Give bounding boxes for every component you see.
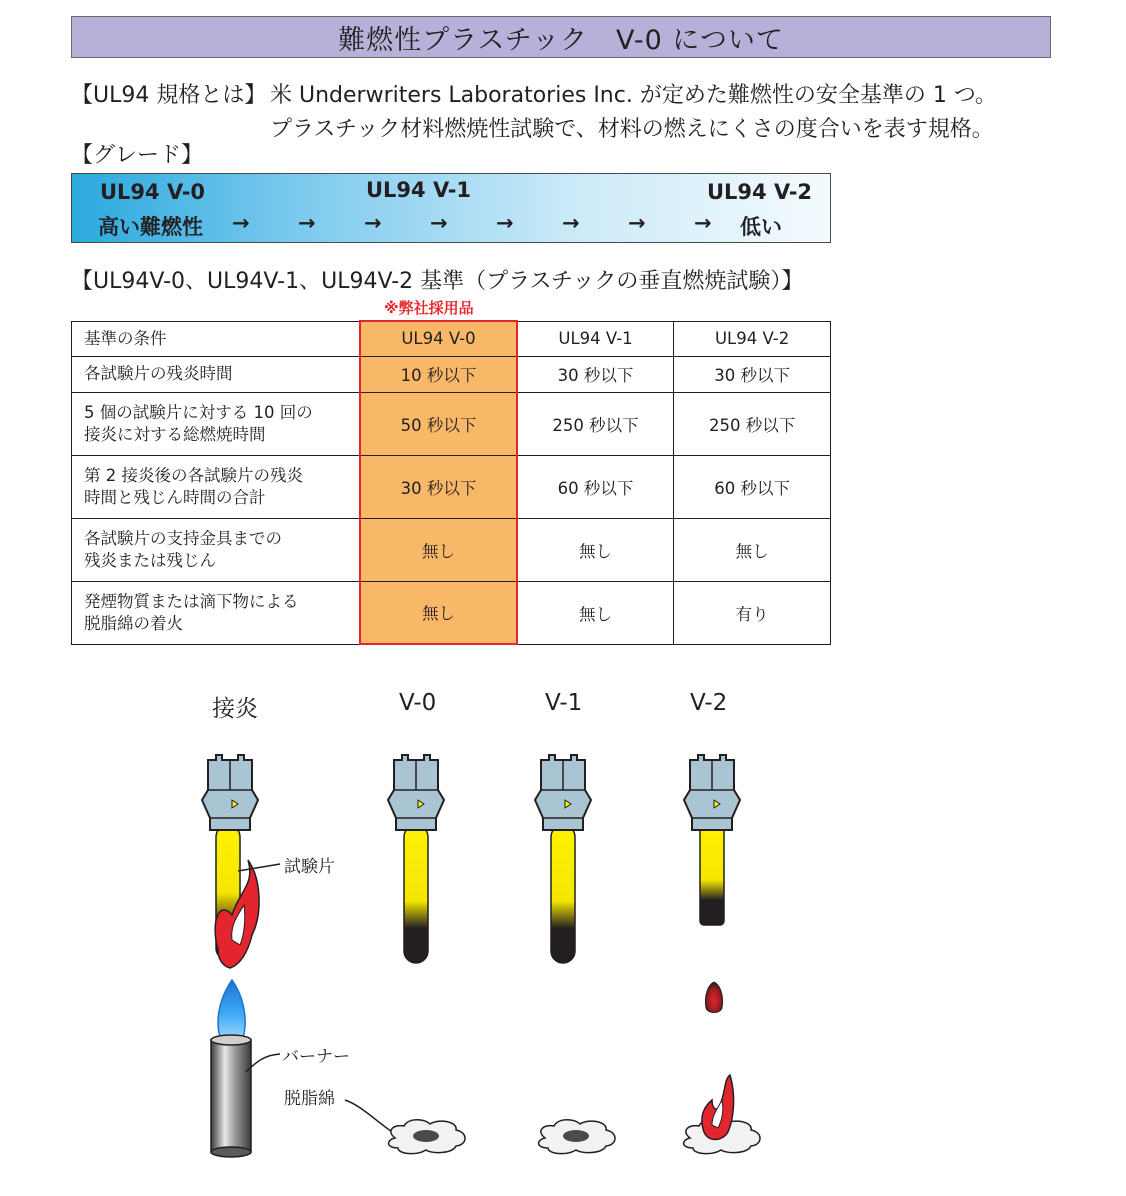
condition-text: 発煙物質または滴下物による: [84, 591, 299, 611]
arrow-icon: →: [298, 211, 316, 235]
specimen-icon: [551, 825, 575, 963]
arrow-icon: →: [232, 211, 250, 235]
specimen-icon: [700, 825, 724, 925]
diagram-label-v0: V-0: [399, 690, 437, 716]
arrow-icon: →: [694, 211, 712, 235]
table-header-cell: UL94 V-1: [517, 321, 674, 356]
v1-value-cell: 無し: [517, 581, 674, 644]
v1-value-cell: 無し: [517, 518, 674, 581]
callout-specimen: 試験片: [284, 857, 335, 877]
clamp-icon: [535, 755, 591, 830]
diagram-label-v1: V-1: [545, 690, 583, 716]
definition-line-2: プラスチック材料燃焼性試験で、材料の燃えにくさの度合いを表す規格。: [270, 117, 994, 142]
table-header-cell: 基準の条件: [72, 321, 361, 356]
v0-assembly: [388, 755, 465, 1154]
grade-v1-label: UL94 V-1: [366, 178, 472, 202]
arrow-icon: →: [562, 211, 580, 235]
condition-text: 5 個の試験片に対する 10 回の: [84, 402, 313, 422]
condition-text: 脱脂綿の着火: [84, 613, 183, 633]
v2-assembly: [684, 755, 760, 1154]
v0-value-cell: 50 秒以下: [360, 392, 517, 455]
condition-text: 接炎に対する総燃焼時間: [84, 424, 266, 444]
v2-value-cell: 250 秒以下: [674, 392, 831, 455]
arrow-icon: →: [496, 211, 514, 235]
company-adopted-note: ※弊社採用品: [384, 299, 474, 317]
v0-value-cell: 無し: [360, 518, 517, 581]
v1-value-cell: 30 秒以下: [517, 356, 674, 392]
grade-low-label: 低い: [740, 215, 782, 239]
callout-burner: バーナー: [282, 1047, 350, 1067]
specimen-icon: [404, 825, 428, 963]
v0-value-cell: 無し: [360, 581, 517, 644]
v2-value-cell: 30 秒以下: [674, 356, 831, 392]
clamp-icon: [202, 755, 258, 830]
grade-v0-label: UL94 V-0: [100, 180, 206, 204]
condition-text: 各試験片の支持金具までの: [84, 528, 282, 548]
callout-cotton: 脱脂綿: [284, 1089, 335, 1109]
grade-v2-label: UL94 V-2: [707, 180, 813, 204]
v1-value-cell: 250 秒以下: [517, 392, 674, 455]
table-header-cell: UL94 V-0: [360, 321, 517, 356]
criteria-title: 【UL94V-0、UL94V-1、UL94V-2 基準（プラスチックの垂直燃焼試験）】: [71, 269, 804, 294]
v0-value-cell: 10 秒以下: [360, 356, 517, 392]
condition-text: 各試験片の残炎時間: [84, 364, 233, 383]
condition-text: 時間と残じん時間の合計: [84, 487, 266, 507]
diagram-label-contact-flame: 接炎: [212, 696, 258, 722]
condition-text: 第 2 接炎後の各試験片の残炎: [84, 465, 303, 485]
v2-value-cell: 無し: [674, 518, 831, 581]
page-title-text: 難燃性プラスチック V-0 について: [338, 24, 784, 56]
burner-icon: [211, 1040, 251, 1152]
grade-high-label: 高い難燃性: [98, 215, 203, 239]
diagram-label-v2: V-2: [690, 690, 728, 716]
table-header-cell: UL94 V-2: [674, 321, 831, 356]
v1-value-cell: 60 秒以下: [517, 455, 674, 518]
v0-value-cell: 30 秒以下: [360, 455, 517, 518]
definition-label: 【UL94 規格とは】: [71, 83, 267, 108]
contact-flame-assembly: [202, 755, 392, 1157]
v2-value-cell: 60 秒以下: [674, 455, 831, 518]
v2-value-cell: 有り: [674, 581, 831, 644]
grade-label: 【グレード】: [71, 143, 204, 168]
arrow-icon: →: [430, 211, 448, 235]
definition-line-1: 米 Underwriters Laboratories Inc. が定めた難燃性の安全基準の 1 つ。: [270, 83, 997, 108]
drip-icon: [705, 982, 722, 1013]
arrow-icon: →: [364, 211, 382, 235]
arrow-icon: →: [628, 211, 646, 235]
clamp-icon: [684, 755, 740, 830]
v1-assembly: [535, 755, 615, 1154]
clamp-icon: [388, 755, 444, 830]
condition-text: 残炎または残じん: [84, 550, 216, 570]
